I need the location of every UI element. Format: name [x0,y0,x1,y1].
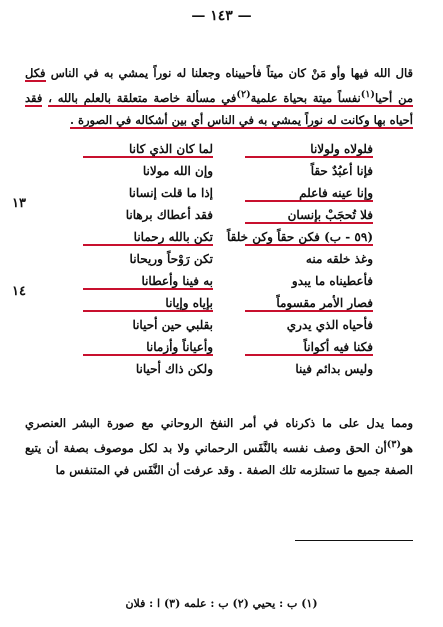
verse-hemistich-right: فأعطيناه ما يبدو [291,274,373,288]
verse-hemistich-right: فإنا أعبُدٌ حقاً [310,164,373,178]
margin-line-number: ١٣ [12,196,26,211]
verse-hemistich-left: تكن بالله رحمانا [83,230,213,246]
verse-hemistich-left: بقلبي حين أحيانا [132,318,213,332]
verse-hemistich-left: تكن رَوْحاً وريحانا [129,252,213,266]
verse-hemistich-right: (٥٩ - ب) فكن حقاً وكن خلقاً [226,230,373,244]
verse-hemistich-left: فقد أعطاك برهانا [125,208,213,222]
verse-hemistich-right: فصار الأمر مقسوماً [245,296,373,312]
closing-text-2: أن الحق وصف نفسه بالنَّفَس الرحماني ولا بد لكل موصوف بصفة أن يتبع الصفة جميع ما تستلزمه تلك الصفة . وقد عرفت أن النَّفَس في المتنفس ما [25,440,413,477]
footnotes: (١) ب : يحيي (٢) ب : علمه (٣) ا : فلان [125,597,318,610]
verse-row [83,252,373,274]
intro-text-4: في مسألة خاصة متعلقة بالعلم بالله ، [48,90,237,105]
intro-line-1: قال الله فيها وأو مَنْ كان ميتاً فأحييناه وجعلنا له نوراً يمشي به في الناس [50,66,413,80]
footnote-ref-2: (٢) [236,89,251,100]
verse-row [83,318,373,340]
verse-row [83,164,373,186]
page-number: — ١٤٣ — [191,8,252,24]
poem [83,142,373,384]
intro-text-2: فكل من أحيا [25,66,413,105]
verse-row [83,208,373,230]
verse-row [83,142,373,164]
verse-hemistich-right: وليس بدائم فينا [295,362,373,376]
footnote-ref-3: (٣) [386,439,401,450]
verse-row [83,274,373,296]
verse-hemistich-right: وإنا عينه فاعلم [245,186,373,202]
margin-line-number: ١٤ [12,284,26,299]
verse-hemistich-right: فلولاه ولولانا [245,142,373,158]
verse-hemistich-right: فلا تُحجَبْ بإنسان [245,208,373,224]
intro-text-3: نفساً ميتة بحياة علمية [250,90,361,105]
intro-underlined-2: فقد أحياه بها وكانت له نوراً يمشي به في الناس أي بين أشكاله في الصورة . [25,90,413,127]
verse-hemistich-left: بإياه وإيانا [83,296,213,312]
verse-hemistich-left: به فينا وأعطانا [83,274,213,290]
verse-hemistich-right: وغذ خلقه منه [305,252,373,266]
verse-row [83,296,373,318]
intro-paragraph [25,62,413,131]
verse-hemistich-left: لما كان الذي كانا [83,142,213,158]
verse-hemistich-left: وأعياناً وأزمانا [83,340,213,356]
verse-row [83,186,373,208]
closing-text-1: ومما يدل على ما ذكرناه في أمر النفخ الروحاني مع صورة البشر العنصري هو [25,416,413,455]
verse-hemistich-left: إذا ما قلت إنسانا [128,186,213,200]
verse-row [83,362,373,384]
verse-hemistich-right: فأحياه الذي يدري [286,318,373,332]
verse-row [83,230,373,252]
closing-paragraph [25,412,413,481]
footnote-ref-1: (١) [360,89,375,100]
footnote-divider [295,540,413,541]
verse-hemistich-left: وإن الله مولانا [142,164,213,178]
verse-row [83,340,373,362]
verse-hemistich-left: ولكن ذاك أحيانا [135,362,213,376]
verse-hemistich-right: فكنا فيه أكواناً [245,340,373,356]
